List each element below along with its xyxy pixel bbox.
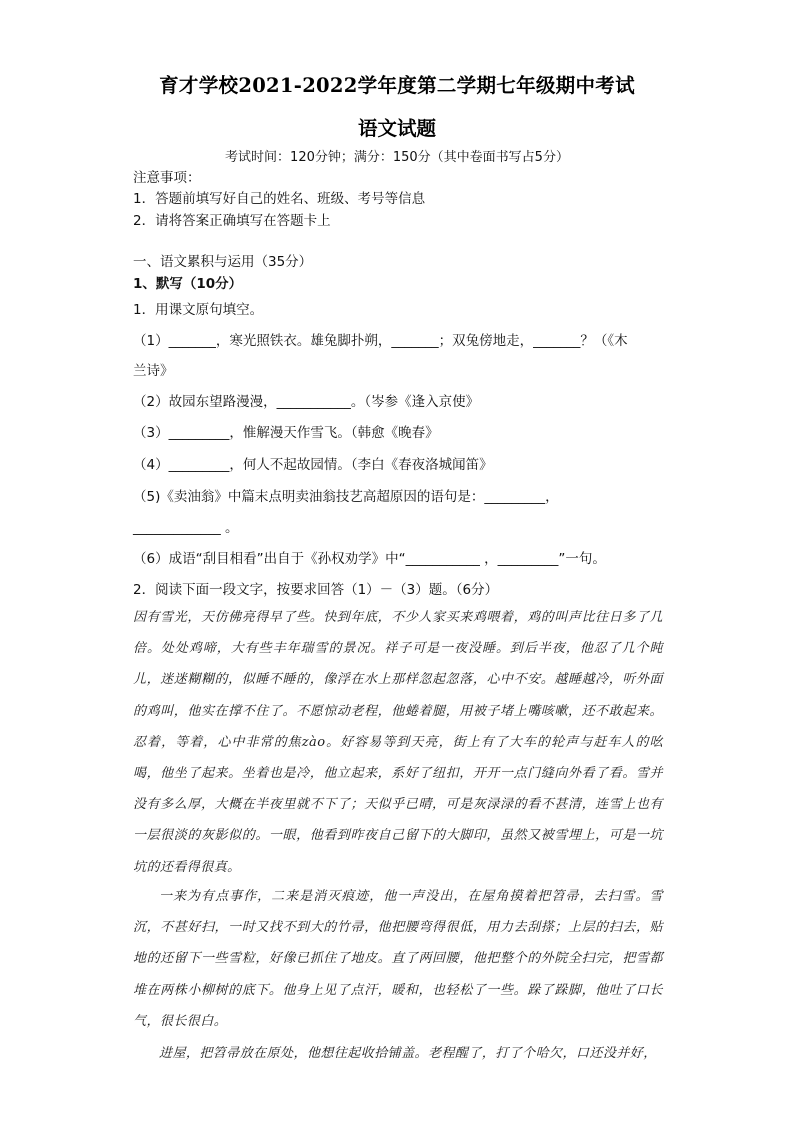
sub-section-heading: 1、默写（10分） — [133, 276, 243, 292]
section-heading: 一、语文累积与运用（35分） — [133, 254, 313, 270]
exam-subtitle: 语文试题 — [357, 117, 436, 140]
fill-in-item: （3）_________，惟解漫天作雪飞。（韩愈《晚春》 — [133, 425, 439, 441]
passage-paragraph: 进屋，把笤帚放在原处，他想往起收拾铺盖。老程醒了，打了个哈欠，口还没并好， — [159, 1046, 657, 1061]
fill-in-item: _____________ 。 — [133, 520, 239, 536]
notice-item: 2．请将答案正确填写在答题卡上 — [133, 213, 331, 229]
exam-title: 育才学校2021-2022学年度第二学期七年级期中考试 — [159, 74, 635, 97]
fill-in-item: 兰诗》 — [133, 363, 174, 379]
fill-in-item: （4）_________，何人不起故园情。（李白《春夜洛城闻笛》 — [133, 457, 493, 473]
passage-paragraph: 因有雪光，天仿佛亮得早了些。快到年底，不少人家买来鸡喂着，鸡的叫声比往日多了几倍。处处鸡啼，大有些丰年瑞雪的景况。祥子可是一夜没睡。到后半夜，他忍了几个盹儿，迷迷糊糊的，似睡不睡的，像浮在水上那样忽起忽落，心中不安。越睡越冷，听外面的鸡叫，他实在撑不住了。不愿惊动老程，他蜷着腿，用被子堵上嘴咳嗽，还不敢起来。忍着，等着，心中非常的焦zào。好容易等到天亮，街上有了大车的轮声与赶车人的吆喝，他坐了起来。坐着也是冷，他立起来，系好了纽扣，开开一点门缝向外看了看。雪并没有多么厚，大概在半夜里就不下了；天似乎已晴，可是灰渌渌的看不甚清，连雪上也有一层很淡的灰影似的。一眼，他看到昨夜自己留下的大脚印，虽然又被雪埋上，可是一坑坑的还看得很真。 — [133, 610, 663, 875]
fill-in-item: （6）成语“刮目相看”出自于《孙权劝学》中“___________ ，_________”一句。 — [133, 551, 606, 567]
fill-in-item: （5)《卖油翁》中篇末点明卖油翁技艺高超原因的语句是：_________， — [133, 489, 559, 505]
notice-heading: 注意事项： — [133, 170, 201, 186]
fill-in-item: （2）故园东望路漫漫，___________。（岑参《逢入京使》 — [133, 394, 480, 410]
fill-in-item: （1）_______，寒光照铁衣。雄兔脚扑朔，_______；双兔傍地走，_______？（《木 — [133, 333, 628, 349]
exam-info: 考试时间：120分钟；满分：150分（其中卷面书写占5分） — [225, 150, 569, 165]
passage-paragraph: 一来为有点事作，二来是消灭痕迹，他一声没出，在屋角摸着把笤帚，去扫雪。雪沉，不甚好扫，一时又找不到大的竹帚，他把腰弯得很低，用力去刮搽；上层的扫去，贴地的还留下一些雪粒，好像已抓住了地皮。直了两回腰，他把整个的外院全扫完，把雪都堆在两株小柳树的底下。他身上见了点汗，暖和，也轻松了一些。跺了跺脚，他吐了口长气，很长很白。 — [133, 889, 663, 1029]
question-prompt: 1．用课文原句填空。 — [133, 302, 264, 318]
notice-item: 1．答题前填写好自己的姓名、班级、考号等信息 — [133, 191, 426, 207]
question-prompt: 2．阅读下面一段文字，按要求回答（1）－（3）题。（6分） — [133, 582, 499, 598]
